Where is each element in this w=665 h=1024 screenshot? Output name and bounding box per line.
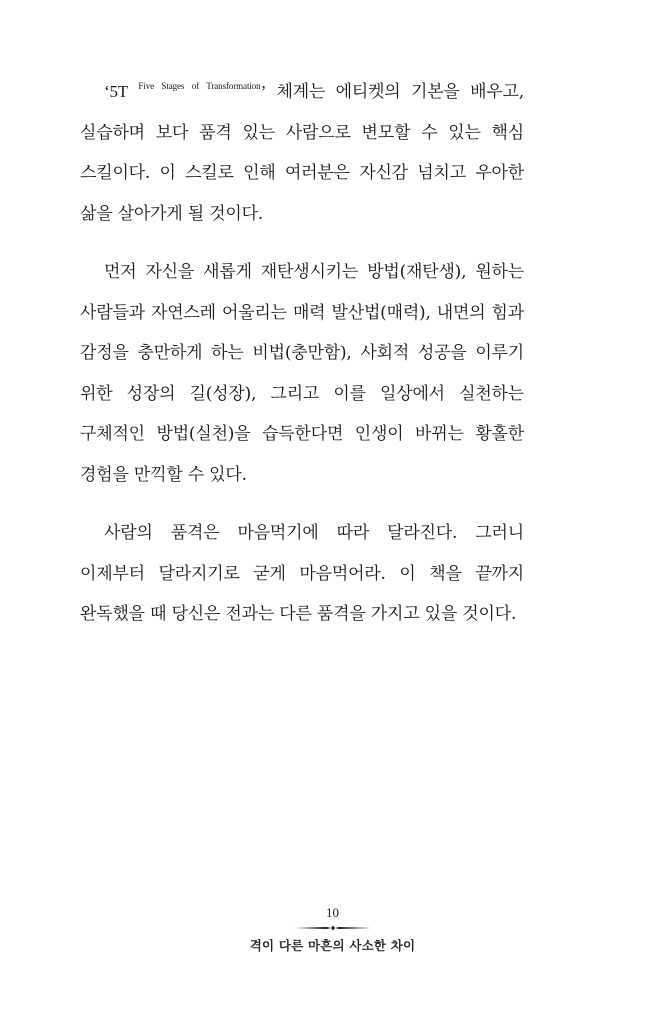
paragraph-2: 먼저 자신을 새롭게 재탄생시키는 방법(재탄생), 원하는 사람들과 자연스레 어울리는 매력 발산법(매력), 내면의 힘과 감정을 충만하게 하는 비법(충만함), 사회적 성공을 이루기 위한 성장의 길(성장), 그리고 이를 일상에서 실천하는 구체적인 방법(실천)을 습득한다면 인생이 바뀌는 황홀한 경험을 만끽할 수 있다. xyxy=(80,262,524,485)
quote-open-mark: ‘ xyxy=(104,82,110,101)
paragraph-3: 사람의 품격은 마음먹기에 따라 달라진다. 그러니 이제부터 달라지기로 굳게 마음먹어라. 이 책을 끝까지 완독했을 때 당신은 전과는 다른 품격을 가지고 있을 것이다. xyxy=(80,523,524,624)
quote-close-mark: ’ xyxy=(260,82,267,101)
page-number: 10 xyxy=(326,905,339,920)
body-text xyxy=(80,72,524,653)
book-title: 격이 다른 마흔의 사소한 차이 xyxy=(249,938,416,953)
paragraph-1-text: 체계는 에티켓의 기본을 배우고, 실습하며 보다 품격 있는 사람으로 변모할 수 있는 핵심 스킬이다. 이 스킬로 인해 여러분은 자신감 넘치고 우아한 삶을 살아가게 될 것이다. xyxy=(80,82,524,224)
paragraph-1 xyxy=(80,72,524,234)
term-5t: 5T xyxy=(109,82,128,101)
page-footer xyxy=(0,905,665,954)
footer-ornament-icon xyxy=(293,924,373,932)
term-superscript: Five Stages of Transformation xyxy=(138,81,261,91)
